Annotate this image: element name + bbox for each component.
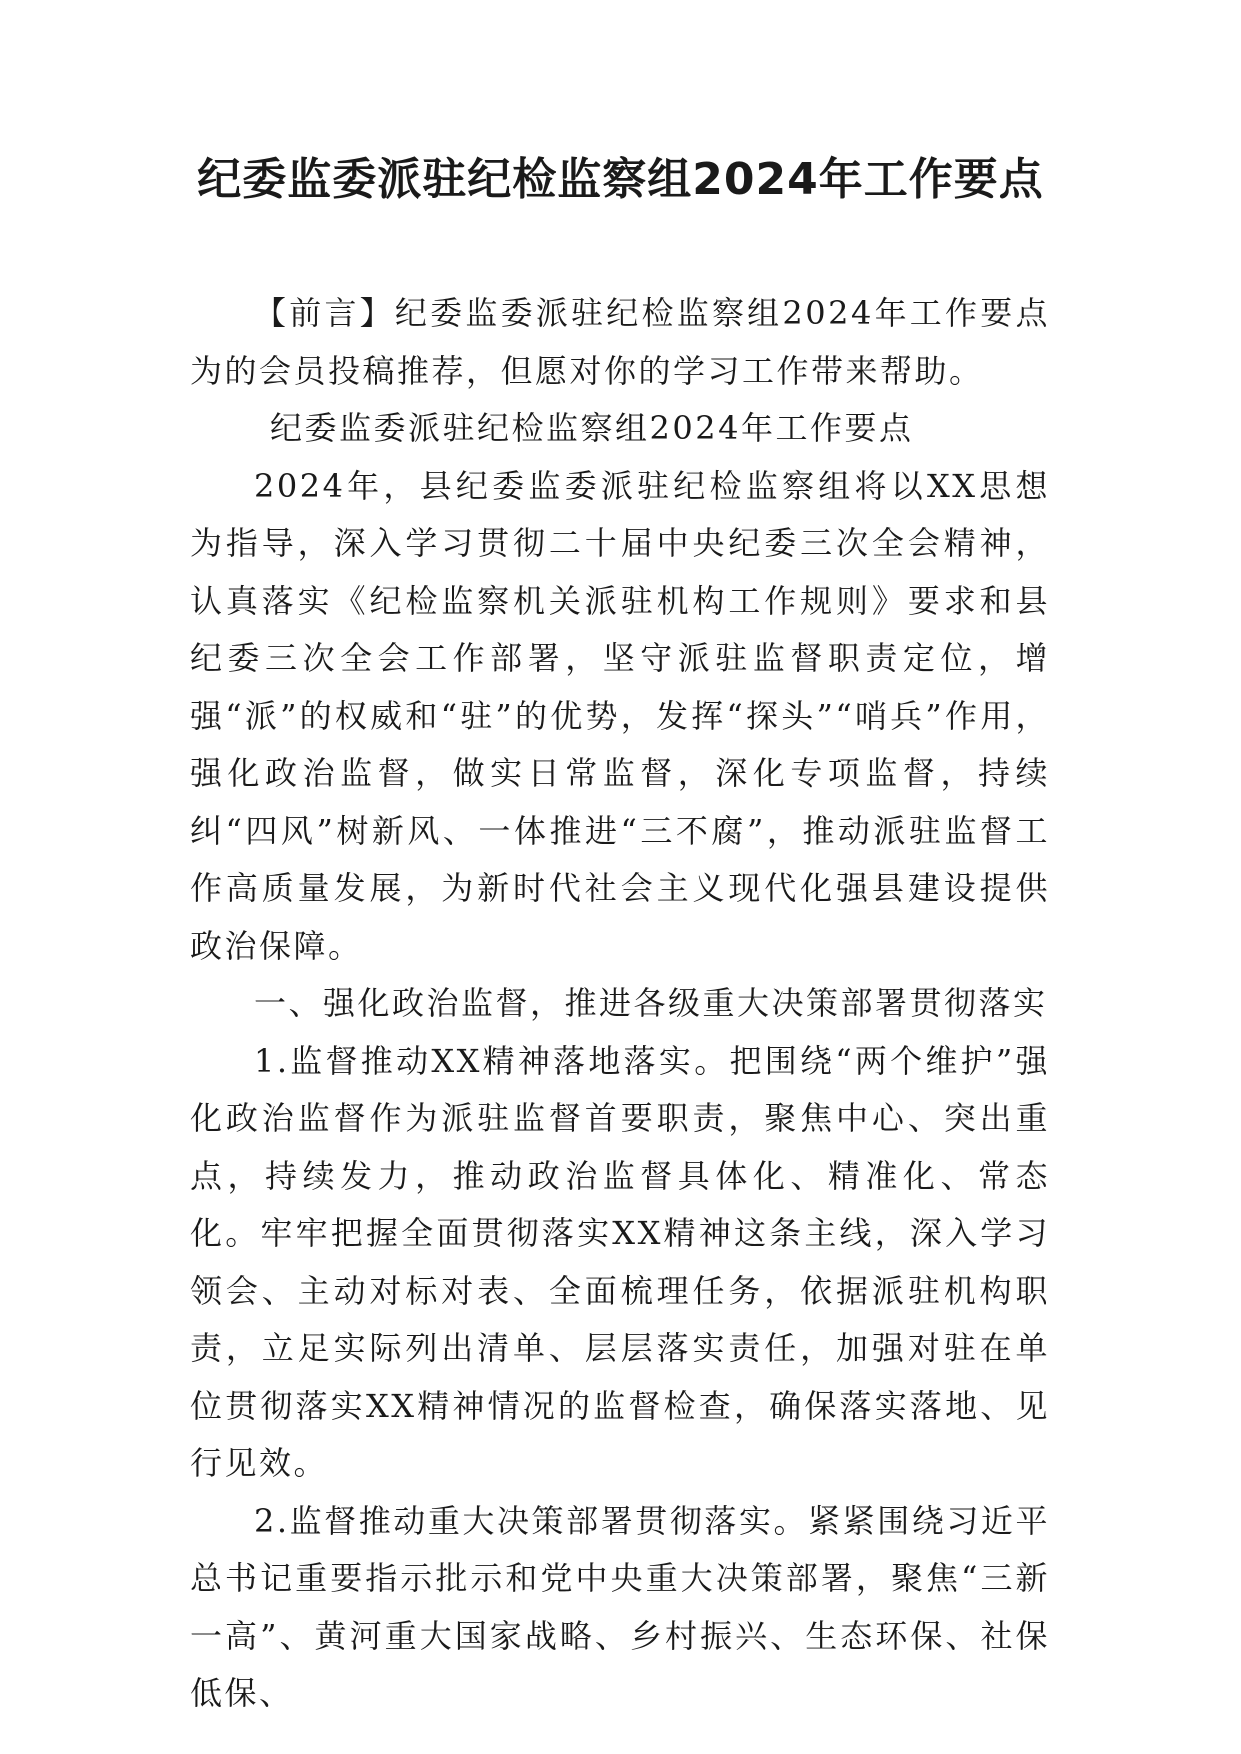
document-body <box>190 285 1050 1723</box>
item-paragraph-1: 1.监督推动XX精神落地落实。把围绕“两个维护”强化政治监督作为派驻监督首要职责，聚焦中心、突出重点，持续发力，推动政治监督具体化、精准化、常态化。牢牢把握全面贯彻落实XX精神这条主线，深入学习领会、主动对标对表、全面梳理任务，依据派驻机构职责，立足实际列出清单、层层落实责任，加强对驻在单位贯彻落实XX精神情况的监督检查，确保落实落地、见行见效。 <box>190 1041 1050 1482</box>
item-paragraph-2: 2.监督推动重大决策部署贯彻落实。紧紧围绕习近平总书记重要指示批示和党中央重大决策部署，聚焦“三新一高”、黄河重大国家战略、乡村振兴、生态环保、社保低保、 <box>190 1501 1050 1712</box>
section-heading-1: 一、强化政治监督，推进各级重大决策部署贯彻落实 <box>254 984 1048 1022</box>
subtitle-paragraph: 纪委监委派驻纪检监察组2024年工作要点 <box>270 409 914 447</box>
preface-paragraph: 【前言】纪委监委派驻纪检监察组2024年工作要点为的会员投稿推荐，但愿对你的学习工作带来帮助。 <box>190 294 1050 390</box>
intro-paragraph: 2024年，县纪委监委派驻纪检监察组将以XX思想为指导，深入学习贯彻二十届中央纪委三次全会精神，认真落实《纪检监察机关派驻机构工作规则》要求和县纪委三次全会工作部署，坚守派驻监督职责定位，增强“派”的权威和“驻”的优势，发挥“探头”“哨兵”作用，强化政治监督，做实日常监督，深化专项监督，持续纠“四风”树新风、一体推进“三不腐”，推动派驻监督工作高质量发展，为新时代社会主义现代化强县建设提供政治保障。 <box>190 466 1050 965</box>
document-title: 纪委监委派驻纪检监察组2024年工作要点 <box>197 154 1044 205</box>
